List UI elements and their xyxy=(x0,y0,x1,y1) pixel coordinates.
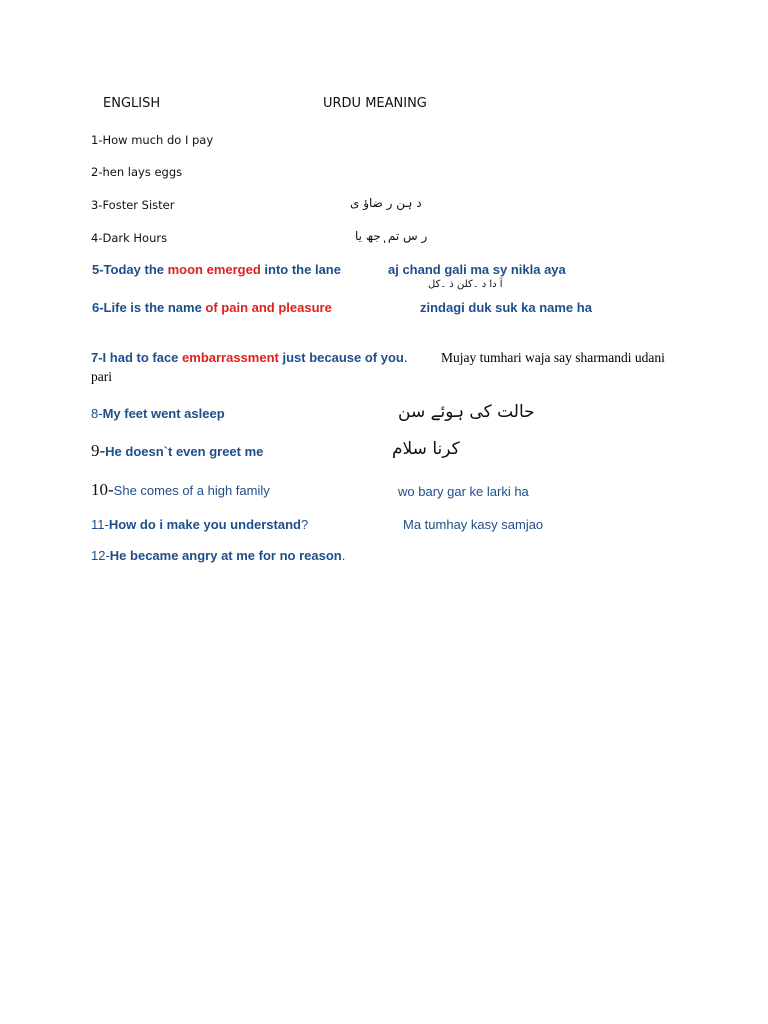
item-6-part-1: 6-Life is the name xyxy=(92,300,206,315)
item-6-highlight: of pain and pleasure xyxy=(205,300,332,315)
item-7-highlight: embarrassment xyxy=(182,350,279,365)
item-9-number: 9- xyxy=(91,441,106,460)
item-6-urdu: zindagi duk suk ka name ha xyxy=(420,300,592,315)
item-7-english xyxy=(91,350,407,365)
item-9-urdu: کرنا سلام xyxy=(392,439,460,459)
item-11-english xyxy=(91,517,308,532)
item-12-tail: . xyxy=(341,548,346,563)
item-9-english xyxy=(91,441,263,461)
item-3-english: 3-Foster Sister xyxy=(91,198,175,212)
item-9-text: He doesn`t even greet me xyxy=(105,444,264,459)
item-12-number: 12- xyxy=(91,548,110,563)
item-12-english xyxy=(91,548,345,563)
item-7-period: . xyxy=(403,350,408,365)
item-5-part-3: into the lane xyxy=(260,262,341,277)
item-7-part-3: just because of you xyxy=(278,350,404,365)
item-4-urdu: ر س تم ٖجھ یا xyxy=(355,229,428,243)
item-6-english xyxy=(92,300,332,315)
item-5-urdu: aj chand gali ma sy nikla aya xyxy=(388,262,566,277)
item-5-english xyxy=(92,262,341,277)
item-2-english: 2-hen lays eggs xyxy=(91,165,183,179)
urdu-column-header: URDU MEANING xyxy=(323,96,427,111)
english-column-header: ENGLISH xyxy=(103,96,161,111)
item-4-english: 4-Dark Hours xyxy=(91,231,168,245)
item-11-urdu: Ma tumhay kasy samjao xyxy=(403,517,544,532)
item-12-text: He became angry at me for no reason xyxy=(109,548,342,563)
item-8-text: My feet went asleep xyxy=(102,406,225,421)
item-1-english: 1-How much do I pay xyxy=(91,133,214,147)
item-3-urdu: د ہن ر ضاؤ ی xyxy=(350,196,422,210)
item-10-text: She comes of a high family xyxy=(113,483,270,498)
item-11-text: How do i make you understand xyxy=(108,517,301,532)
item-7-urdu-continued: pari xyxy=(91,369,112,384)
item-10-english xyxy=(91,480,270,500)
item-8-english xyxy=(91,406,225,421)
item-7-urdu: Mujay tumhari waja say sharmandi udani xyxy=(441,350,665,365)
item-11-number: 11- xyxy=(91,517,109,532)
item-10-number: 10- xyxy=(91,480,114,499)
item-8-urdu: حالت کی ہوئے سن xyxy=(398,402,535,422)
item-5-part-1: 5-Today the xyxy=(92,262,168,277)
item-11-tail: ? xyxy=(300,517,309,532)
item-7-part-1: 7-I had to face xyxy=(91,350,183,365)
item-5-highlight: moon emerged xyxy=(167,262,261,277)
item-8-number: 8- xyxy=(91,406,103,421)
item-5-urdu-script: آ دا د ۔کلن ذ ۔کل xyxy=(428,279,503,290)
item-10-urdu: wo bary gar ke larki ha xyxy=(398,484,529,499)
